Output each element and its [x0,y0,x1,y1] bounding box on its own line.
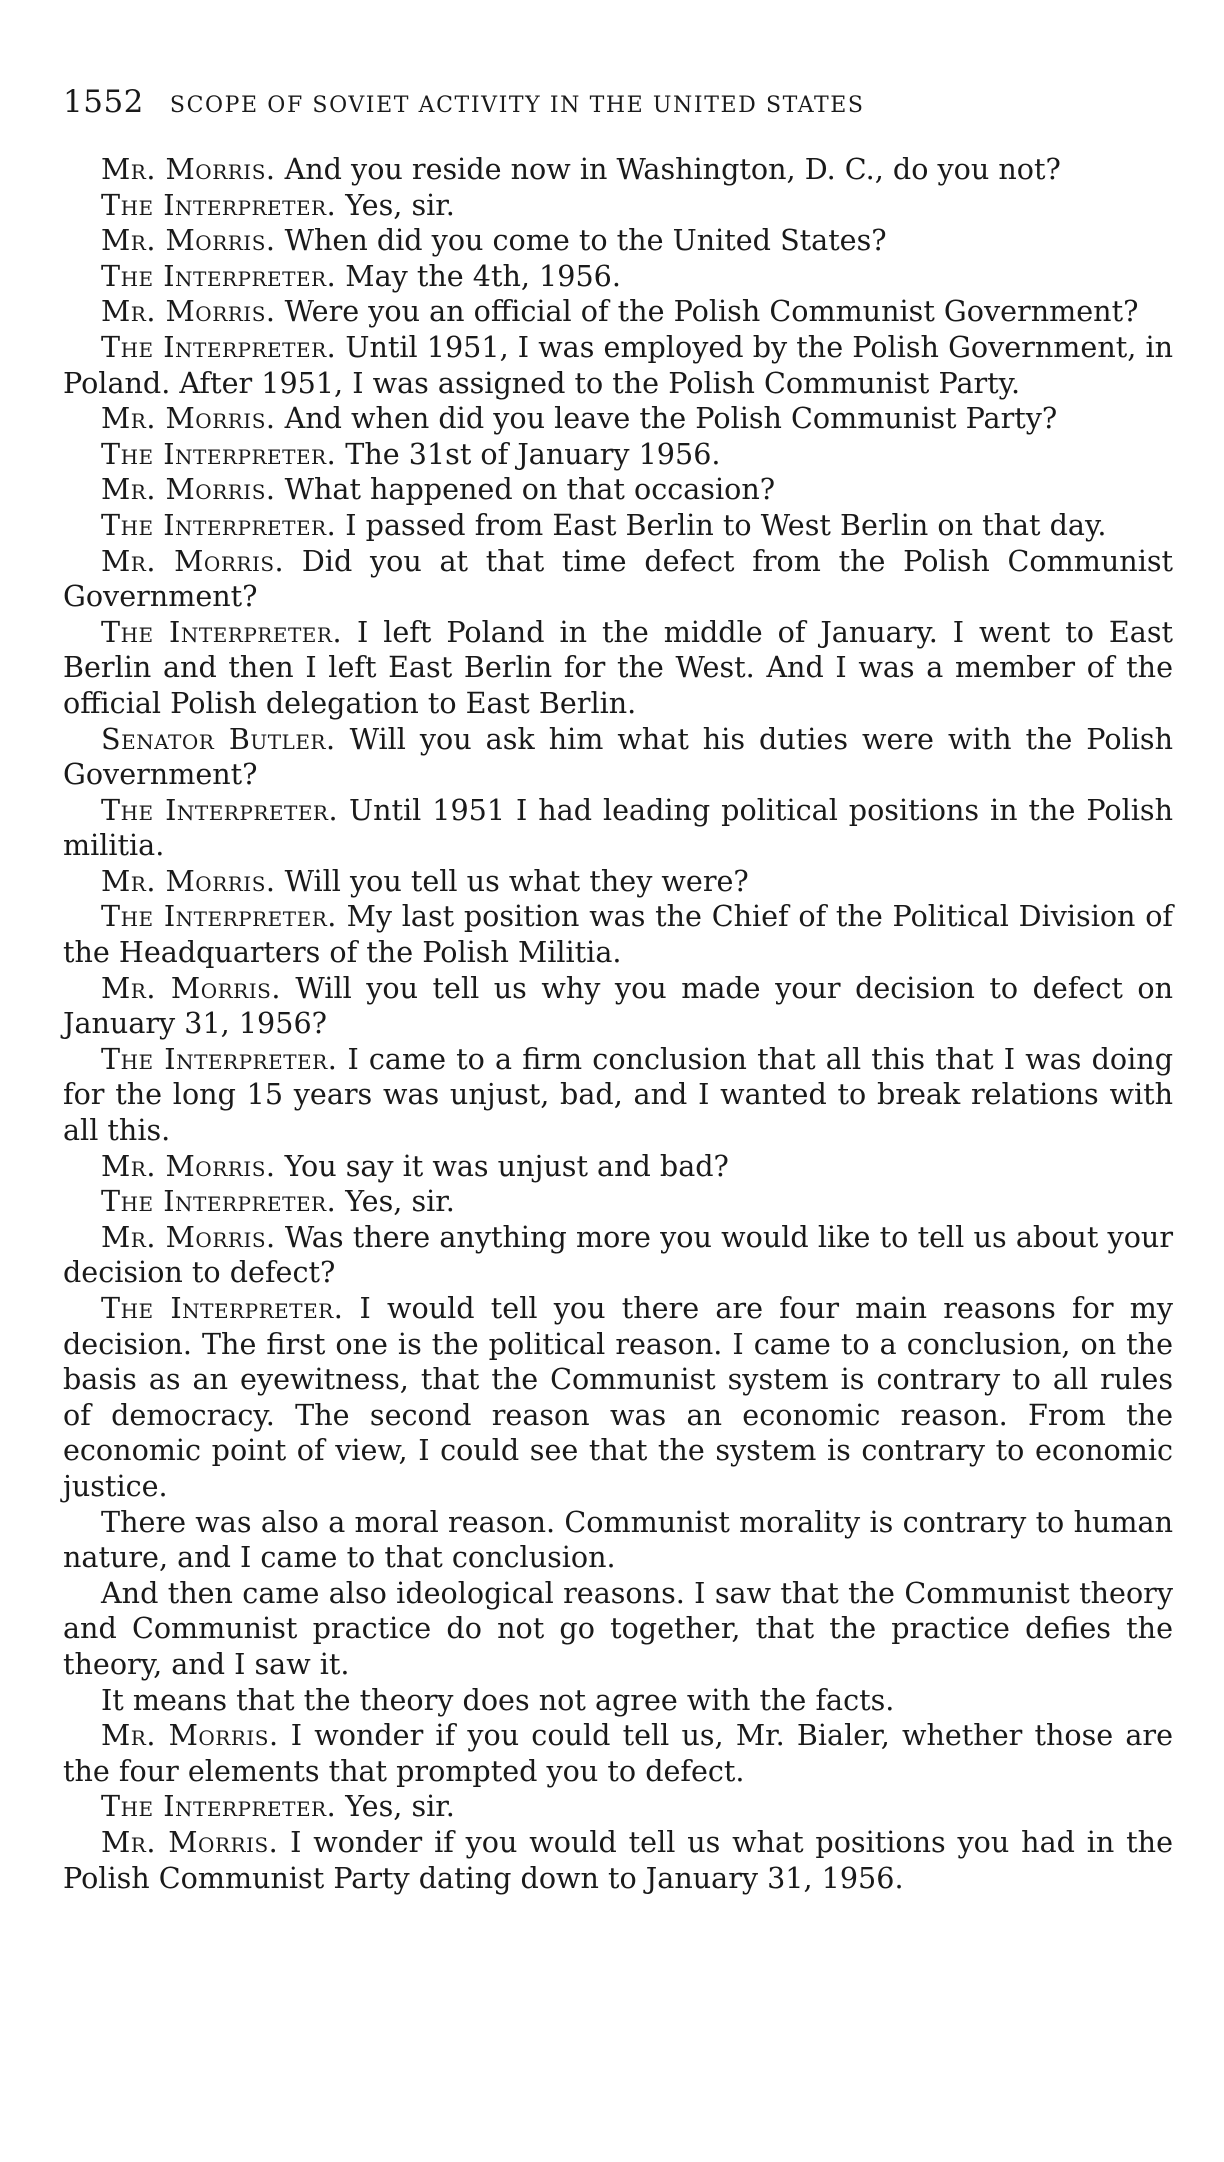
speech-text: It means that the theory does not agree with the facts. [101,1682,895,1717]
transcript-paragraph [63,1683,1173,1719]
transcript-paragraph [63,864,1173,900]
speaker-name: The Interpreter. [101,899,337,934]
speech-text: I wonder if you could tell us, Mr. Bialer, whether those are the four elements that prompted you to defect. [63,1718,1173,1788]
speech-text: Did you at that time defect from the Polish Communist Government? [63,543,1174,614]
speaker-name: Mr. Morris. [101,1148,276,1183]
speech-text: I came to a firm conclusion that all this that I was doing for the long 15 years was unjust, bad, and I wanted to break relations with all this. [63,1041,1173,1148]
speaker-name: The Interpreter. [101,329,337,364]
transcript-paragraph [63,152,1173,188]
transcript-paragraph [63,437,1173,473]
running-title: SCOPE OF SOVIET ACTIVITY IN THE UNITED STATES [169,93,865,118]
speech-text: Yes, sir. [336,1184,455,1219]
transcript-paragraph [63,1505,1173,1576]
transcript-paragraph [63,899,1173,970]
speech-text: I wonder if you would tell us what positions you had in the Polish Communist Party dating down to January 31, 1956. [63,1824,1173,1895]
speech-text: Yes, sir. [336,1789,455,1824]
speech-text: Will you tell us what they were? [275,863,749,898]
speaker-name: The Interpreter. [101,1184,337,1219]
speech-text: You say it was unjust and bad? [275,1148,729,1183]
transcript-paragraph [63,259,1173,295]
transcript-paragraph [63,722,1173,793]
speaker-name: The Interpreter. [101,507,337,542]
speaker-name: Mr. Morris. [101,863,276,898]
speaker-name: Mr. Morris. [101,970,281,1005]
speech-text: There was also a moral reason. Communist morality is contrary to human nature, and I came to that conclusion. [63,1504,1173,1575]
speaker-name: The Interpreter. [101,187,337,222]
transcript-paragraph [63,1825,1173,1896]
speech-text: Yes, sir. [336,187,455,222]
transcript-paragraph [63,508,1173,544]
speaker-name: Mr. Morris. [101,1718,279,1753]
transcript-paragraph [63,1291,1173,1505]
transcript-paragraph [63,1184,1173,1220]
speaker-name: Mr. Morris. [101,223,276,258]
transcript-body [63,152,1173,1896]
speaker-name: Mr. Morris. [101,1219,276,1254]
transcript-paragraph [63,1789,1173,1825]
transcript-paragraph [63,971,1173,1042]
transcript-paragraph [63,615,1173,722]
speech-text: And then came also ideological reasons. I saw that the Communist theory and Communist practice do not go together, that the practice defies the theory, and I saw it. [63,1575,1173,1681]
speaker-name: Mr. Morris. [101,472,276,507]
speaker-name: The Interpreter. [101,436,337,471]
speaker-name: The Interpreter. [101,1041,338,1076]
transcript-paragraph [63,1149,1173,1185]
speech-text: What happened on that occasion? [275,472,776,507]
page-number: 1552 [63,84,144,120]
speaker-name: Mr. Morris. [101,152,276,186]
transcript-paragraph [63,330,1173,401]
speech-text: Will you ask him what his duties were with the Polish Government? [63,721,1173,792]
transcript-paragraph [63,1220,1173,1291]
transcript-paragraph [63,472,1173,508]
speech-text: Were you an official of the Polish Communist Government? [275,294,1139,329]
speaker-name: The Interpreter. [101,1789,337,1824]
speech-text: Until 1951, I was employed by the Polish Government, in Poland. After 1951, I was assigned to the Polish Communist Party. [63,329,1174,400]
speech-text: When did you come to the United States? [275,223,887,258]
speech-text: My last position was the Chief of the Political Division of the Headquarters of the Polish Militia. [63,899,1174,970]
speech-text: Will you tell us why you made your decision to defect on January 31, 1956? [63,970,1173,1041]
document-page [63,84,1173,1896]
speaker-name: The Interpreter. [101,792,339,827]
speaker-name: The Interpreter. [101,1291,344,1325]
transcript-paragraph [63,544,1173,615]
running-header [63,84,1173,132]
speech-text: And you reside now in Washington, D. C., do you not? [275,152,1061,186]
speech-text: I passed from East Berlin to West Berlin on that day. [336,507,1107,542]
speech-text: The 31st of January 1956. [336,436,721,471]
transcript-paragraph [63,1718,1173,1789]
speaker-name: Mr. Morris. [101,543,285,578]
speech-text: I would tell you there are four main reasons for my decision. The first one is the political reason. I came to a conclusion, on the basis as an eyewitness, that the Communist system is contrary to all rules of democracy. The second reason was an economic reason. From the economic point of view, I could see that the system is contrary to economic justice. [63,1291,1174,1503]
speaker-name: Mr. Morris. [101,294,276,329]
speaker-name: Mr. Morris. [101,1824,279,1859]
transcript-paragraph [63,294,1173,330]
speaker-name: Senator Butler. [101,721,336,756]
speaker-name: The Interpreter. [101,614,343,649]
speech-text: And when did you leave the Polish Communist Party? [275,401,1058,436]
transcript-paragraph [63,1576,1173,1683]
speech-text: Was there anything more you would like to tell us about your decision to defect? [63,1219,1174,1290]
transcript-paragraph [63,793,1173,864]
transcript-paragraph [63,401,1173,437]
speech-text: May the 4th, 1956. [336,258,621,293]
transcript-paragraph [63,188,1173,224]
transcript-paragraph [63,223,1173,259]
transcript-paragraph [63,1042,1173,1149]
speech-text: Until 1951 I had leading political positions in the Polish militia. [63,792,1173,863]
speaker-name: Mr. Morris. [101,401,276,436]
speaker-name: The Interpreter. [101,258,337,293]
speech-text: I left Poland in the middle of January. I went to East Berlin and then I left East Berlin for the West. And I was a member of the official Polish delegation to East Berlin. [63,614,1173,720]
